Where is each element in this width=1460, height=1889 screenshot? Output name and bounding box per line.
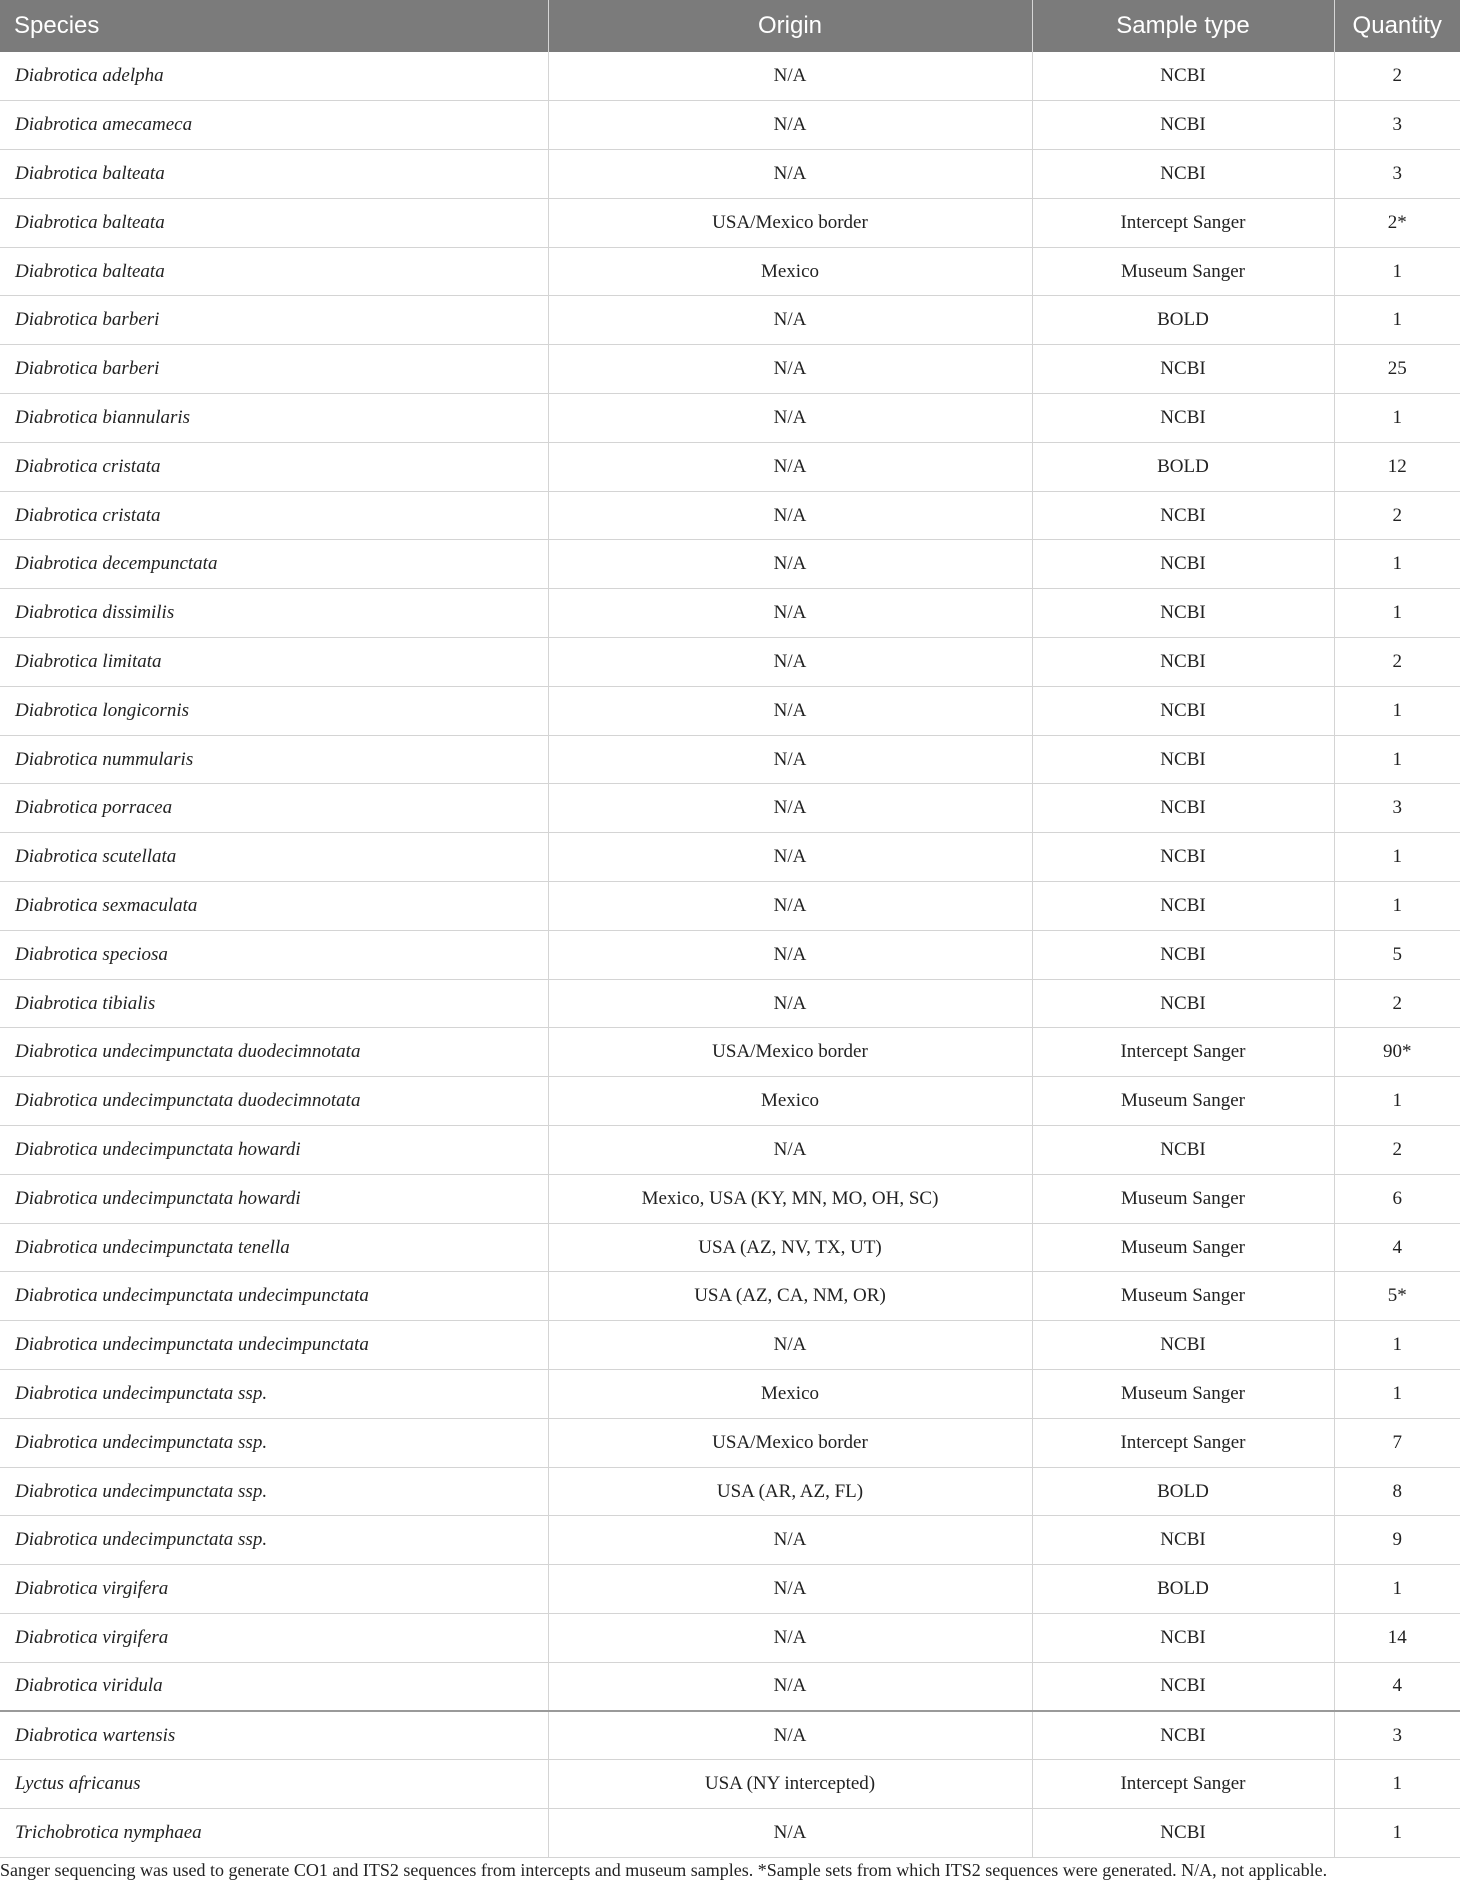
cell-quantity: 2 xyxy=(1334,979,1460,1028)
cell-quantity: 1 xyxy=(1334,540,1460,589)
cell-origin: Mexico xyxy=(548,1370,1032,1419)
cell-quantity: 1 xyxy=(1334,1565,1460,1614)
cell-sample-type: NCBI xyxy=(1032,1516,1334,1565)
header-sample-type: Sample type xyxy=(1032,0,1334,52)
cell-quantity: 90* xyxy=(1334,1028,1460,1077)
cell-origin: USA/Mexico border xyxy=(548,1418,1032,1467)
header-origin: Origin xyxy=(548,0,1032,52)
cell-sample-type: Intercept Sanger xyxy=(1032,1028,1334,1077)
cell-sample-type: NCBI xyxy=(1032,589,1334,638)
cell-sample-type: NCBI xyxy=(1032,784,1334,833)
cell-sample-type: Museum Sanger xyxy=(1032,1077,1334,1126)
cell-species: Diabrotica adelpha xyxy=(0,52,548,101)
cell-species: Diabrotica dissimilis xyxy=(0,589,548,638)
cell-sample-type: NCBI xyxy=(1032,101,1334,150)
cell-sample-type: NCBI xyxy=(1032,882,1334,931)
cell-species: Diabrotica virgifera xyxy=(0,1614,548,1663)
cell-species: Diabrotica sexmaculata xyxy=(0,882,548,931)
cell-quantity: 1 xyxy=(1334,1321,1460,1370)
table-row xyxy=(0,247,1460,296)
table-row xyxy=(0,1467,1460,1516)
cell-species: Diabrotica speciosa xyxy=(0,930,548,979)
cell-quantity: 1 xyxy=(1334,686,1460,735)
cell-quantity: 1 xyxy=(1334,1809,1460,1858)
cell-origin: Mexico xyxy=(548,247,1032,296)
cell-origin: N/A xyxy=(548,52,1032,101)
cell-sample-type: NCBI xyxy=(1032,833,1334,882)
cell-sample-type: Museum Sanger xyxy=(1032,247,1334,296)
cell-origin: N/A xyxy=(548,442,1032,491)
cell-species: Diabrotica undecimpunctata duodecimnotata xyxy=(0,1028,548,1077)
cell-origin: USA/Mexico border xyxy=(548,198,1032,247)
table-row xyxy=(0,1126,1460,1175)
cell-origin: N/A xyxy=(548,979,1032,1028)
cell-origin: Mexico xyxy=(548,1077,1032,1126)
cell-quantity: 1 xyxy=(1334,394,1460,443)
cell-sample-type: NCBI xyxy=(1032,150,1334,199)
table-row xyxy=(0,1223,1460,1272)
cell-sample-type: NCBI xyxy=(1032,930,1334,979)
cell-sample-type: BOLD xyxy=(1032,442,1334,491)
cell-quantity: 2 xyxy=(1334,52,1460,101)
cell-sample-type: Museum Sanger xyxy=(1032,1272,1334,1321)
cell-quantity: 8 xyxy=(1334,1467,1460,1516)
cell-origin: N/A xyxy=(548,1565,1032,1614)
cell-species: Diabrotica longicornis xyxy=(0,686,548,735)
cell-origin: N/A xyxy=(548,882,1032,931)
cell-species: Diabrotica porracea xyxy=(0,784,548,833)
cell-species: Diabrotica limitata xyxy=(0,638,548,687)
cell-sample-type: BOLD xyxy=(1032,1565,1334,1614)
table-row xyxy=(0,686,1460,735)
cell-quantity: 3 xyxy=(1334,1711,1460,1760)
cell-origin: N/A xyxy=(548,150,1032,199)
header-quantity: Quantity xyxy=(1334,0,1460,52)
cell-species: Trichobrotica nymphaea xyxy=(0,1809,548,1858)
table-row xyxy=(0,784,1460,833)
cell-quantity: 4 xyxy=(1334,1662,1460,1711)
cell-origin: N/A xyxy=(548,540,1032,589)
cell-sample-type: NCBI xyxy=(1032,1126,1334,1175)
table-row xyxy=(0,394,1460,443)
table-row xyxy=(0,1565,1460,1614)
table-row xyxy=(0,1760,1460,1809)
cell-sample-type: NCBI xyxy=(1032,1614,1334,1663)
table-row xyxy=(0,198,1460,247)
cell-origin: N/A xyxy=(548,394,1032,443)
cell-species: Lyctus africanus xyxy=(0,1760,548,1809)
table-row xyxy=(0,589,1460,638)
cell-species: Diabrotica wartensis xyxy=(0,1711,548,1760)
cell-species: Diabrotica decempunctata xyxy=(0,540,548,589)
cell-origin: USA (NY intercepted) xyxy=(548,1760,1032,1809)
cell-species: Diabrotica cristata xyxy=(0,491,548,540)
cell-sample-type: NCBI xyxy=(1032,1321,1334,1370)
cell-quantity: 7 xyxy=(1334,1418,1460,1467)
cell-origin: N/A xyxy=(548,1614,1032,1663)
cell-quantity: 1 xyxy=(1334,1760,1460,1809)
table-row xyxy=(0,442,1460,491)
table-row xyxy=(0,101,1460,150)
table-row xyxy=(0,930,1460,979)
cell-sample-type: NCBI xyxy=(1032,394,1334,443)
cell-species: Diabrotica biannularis xyxy=(0,394,548,443)
cell-quantity: 3 xyxy=(1334,101,1460,150)
table-row xyxy=(0,1028,1460,1077)
table-row xyxy=(0,345,1460,394)
cell-quantity: 1 xyxy=(1334,1370,1460,1419)
table-row xyxy=(0,1077,1460,1126)
table-row xyxy=(0,833,1460,882)
cell-origin: USA (AR, AZ, FL) xyxy=(548,1467,1032,1516)
table-row xyxy=(0,540,1460,589)
table-row xyxy=(0,150,1460,199)
cell-sample-type: Museum Sanger xyxy=(1032,1223,1334,1272)
cell-quantity: 3 xyxy=(1334,150,1460,199)
cell-quantity: 6 xyxy=(1334,1174,1460,1223)
cell-sample-type: Intercept Sanger xyxy=(1032,198,1334,247)
table-body xyxy=(0,52,1460,1857)
cell-species: Diabrotica undecimpunctata undecimpunctata xyxy=(0,1272,548,1321)
cell-quantity: 1 xyxy=(1334,882,1460,931)
cell-quantity: 5 xyxy=(1334,930,1460,979)
cell-origin: N/A xyxy=(548,296,1032,345)
cell-species: Diabrotica barberi xyxy=(0,345,548,394)
header-row xyxy=(0,0,1460,52)
cell-sample-type: NCBI xyxy=(1032,979,1334,1028)
cell-origin: N/A xyxy=(548,735,1032,784)
table-row xyxy=(0,638,1460,687)
cell-origin: N/A xyxy=(548,345,1032,394)
cell-origin: N/A xyxy=(548,589,1032,638)
cell-species: Diabrotica balteata xyxy=(0,247,548,296)
cell-origin: USA (AZ, NV, TX, UT) xyxy=(548,1223,1032,1272)
cell-quantity: 12 xyxy=(1334,442,1460,491)
cell-species: Diabrotica scutellata xyxy=(0,833,548,882)
cell-sample-type: NCBI xyxy=(1032,1662,1334,1711)
cell-quantity: 5* xyxy=(1334,1272,1460,1321)
cell-species: Diabrotica balteata xyxy=(0,150,548,199)
cell-sample-type: BOLD xyxy=(1032,296,1334,345)
cell-quantity: 1 xyxy=(1334,1077,1460,1126)
table-row xyxy=(0,52,1460,101)
cell-species: Diabrotica undecimpunctata howardi xyxy=(0,1126,548,1175)
cell-quantity: 1 xyxy=(1334,735,1460,784)
cell-species: Diabrotica undecimpunctata ssp. xyxy=(0,1370,548,1419)
cell-species: Diabrotica cristata xyxy=(0,442,548,491)
cell-origin: N/A xyxy=(548,1126,1032,1175)
cell-origin: N/A xyxy=(548,1516,1032,1565)
table-row xyxy=(0,1614,1460,1663)
cell-quantity: 1 xyxy=(1334,296,1460,345)
cell-species: Diabrotica undecimpunctata ssp. xyxy=(0,1418,548,1467)
cell-sample-type: NCBI xyxy=(1032,491,1334,540)
cell-origin: N/A xyxy=(548,784,1032,833)
cell-sample-type: NCBI xyxy=(1032,345,1334,394)
cell-species: Diabrotica barberi xyxy=(0,296,548,345)
cell-origin: N/A xyxy=(548,1662,1032,1711)
cell-sample-type: BOLD xyxy=(1032,1467,1334,1516)
cell-quantity: 1 xyxy=(1334,589,1460,638)
cell-origin: N/A xyxy=(548,1711,1032,1760)
cell-species: Diabrotica undecimpunctata howardi xyxy=(0,1174,548,1223)
table-row xyxy=(0,1516,1460,1565)
cell-quantity: 25 xyxy=(1334,345,1460,394)
cell-origin: Mexico, USA (KY, MN, MO, OH, SC) xyxy=(548,1174,1032,1223)
cell-species: Diabrotica undecimpunctata duodecimnotata xyxy=(0,1077,548,1126)
table-row xyxy=(0,1809,1460,1858)
cell-quantity: 2* xyxy=(1334,198,1460,247)
table-row xyxy=(0,491,1460,540)
cell-species: Diabrotica undecimpunctata ssp. xyxy=(0,1467,548,1516)
cell-species: Diabrotica undecimpunctata undecimpunctata xyxy=(0,1321,548,1370)
cell-sample-type: NCBI xyxy=(1032,735,1334,784)
header-species: Species xyxy=(0,0,548,52)
cell-species: Diabrotica undecimpunctata ssp. xyxy=(0,1516,548,1565)
cell-origin: N/A xyxy=(548,101,1032,150)
table-row xyxy=(0,1418,1460,1467)
cell-sample-type: Museum Sanger xyxy=(1032,1174,1334,1223)
cell-quantity: 3 xyxy=(1334,784,1460,833)
cell-sample-type: Museum Sanger xyxy=(1032,1370,1334,1419)
table-row xyxy=(0,882,1460,931)
cell-quantity: 2 xyxy=(1334,491,1460,540)
table-footnote: Sanger sequencing was used to generate CO1 and ITS2 sequences from intercepts and museum samples. *Sample sets from which ITS2 sequences were generated. N/A, not applicable. xyxy=(0,1860,1328,1880)
cell-quantity: 2 xyxy=(1334,638,1460,687)
cell-sample-type: Intercept Sanger xyxy=(1032,1418,1334,1467)
cell-quantity: 14 xyxy=(1334,1614,1460,1663)
cell-species: Diabrotica balteata xyxy=(0,198,548,247)
cell-origin: N/A xyxy=(548,930,1032,979)
cell-origin: USA/Mexico border xyxy=(548,1028,1032,1077)
cell-origin: N/A xyxy=(548,833,1032,882)
cell-sample-type: NCBI xyxy=(1032,686,1334,735)
table-row xyxy=(0,1272,1460,1321)
cell-origin: N/A xyxy=(548,638,1032,687)
cell-origin: N/A xyxy=(548,491,1032,540)
cell-species: Diabrotica virgifera xyxy=(0,1565,548,1614)
cell-species: Diabrotica viridula xyxy=(0,1662,548,1711)
cell-sample-type: Intercept Sanger xyxy=(1032,1760,1334,1809)
cell-species: Diabrotica amecameca xyxy=(0,101,548,150)
cell-origin: N/A xyxy=(548,1321,1032,1370)
cell-origin: N/A xyxy=(548,1809,1032,1858)
table-row xyxy=(0,1662,1460,1711)
cell-quantity: 4 xyxy=(1334,1223,1460,1272)
cell-sample-type: NCBI xyxy=(1032,52,1334,101)
cell-sample-type: NCBI xyxy=(1032,638,1334,687)
cell-sample-type: NCBI xyxy=(1032,540,1334,589)
cell-quantity: 1 xyxy=(1334,833,1460,882)
cell-species: Diabrotica nummularis xyxy=(0,735,548,784)
table-row xyxy=(0,1174,1460,1223)
table-row xyxy=(0,296,1460,345)
cell-origin: USA (AZ, CA, NM, OR) xyxy=(548,1272,1032,1321)
cell-quantity: 9 xyxy=(1334,1516,1460,1565)
table-row xyxy=(0,979,1460,1028)
table-row xyxy=(0,1711,1460,1760)
table-row xyxy=(0,735,1460,784)
table-row xyxy=(0,1321,1460,1370)
cell-species: Diabrotica tibialis xyxy=(0,979,548,1028)
cell-origin: N/A xyxy=(548,686,1032,735)
cell-species: Diabrotica undecimpunctata tenella xyxy=(0,1223,548,1272)
cell-quantity: 1 xyxy=(1334,247,1460,296)
table-row xyxy=(0,1370,1460,1419)
cell-sample-type: NCBI xyxy=(1032,1711,1334,1760)
cell-quantity: 2 xyxy=(1334,1126,1460,1175)
table-header xyxy=(0,0,1460,52)
cell-sample-type: NCBI xyxy=(1032,1809,1334,1858)
